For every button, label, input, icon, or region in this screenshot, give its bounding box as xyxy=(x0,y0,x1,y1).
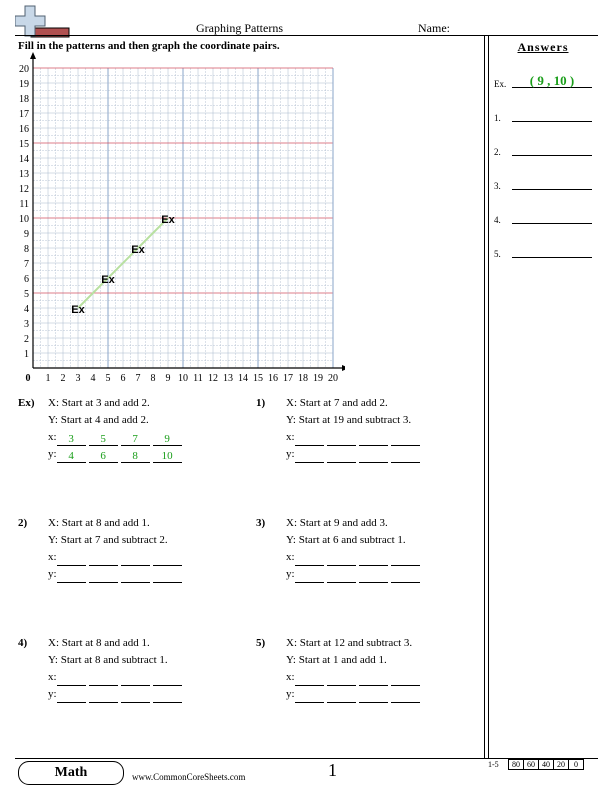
y-answer-blank[interactable] xyxy=(121,570,150,583)
y-answer-blank[interactable] xyxy=(295,690,324,703)
x-values-row xyxy=(48,549,248,566)
y-answer-blank[interactable]: 4 xyxy=(57,450,86,463)
y-answer-blank[interactable] xyxy=(327,690,356,703)
website: www.CommonCoreSheets.com xyxy=(132,772,246,782)
x-tick-label: 10 xyxy=(178,373,188,384)
y-answer-blank[interactable] xyxy=(391,570,420,583)
x-label: x: xyxy=(48,551,57,563)
x-tick-label: 16 xyxy=(268,373,278,384)
x-answer-blank[interactable] xyxy=(391,553,420,566)
point-label: Ex xyxy=(71,304,85,316)
y-tick-label: 11 xyxy=(19,199,29,210)
math-badge xyxy=(18,761,124,785)
x-label: x: xyxy=(286,551,295,563)
page-number: 1 xyxy=(328,760,337,780)
problem-number: 1) xyxy=(256,397,266,409)
problem-number: 5) xyxy=(256,637,266,649)
y-answer-blank[interactable] xyxy=(359,570,388,583)
score-box: 40 xyxy=(538,759,554,770)
y-label: y: xyxy=(48,568,57,580)
y-tick-label: 8 xyxy=(24,244,29,255)
y-values-row xyxy=(48,446,248,463)
x-values-row xyxy=(286,429,486,446)
x-answer-blank[interactable] xyxy=(57,553,86,566)
problem-number: 3) xyxy=(256,517,266,529)
x-answer-blank[interactable] xyxy=(121,673,150,686)
y-tick-label: 16 xyxy=(19,124,29,135)
y-tick-label: 15 xyxy=(19,139,29,150)
x-rule: X: Start at 3 and add 2. xyxy=(48,397,150,409)
x-answer-blank[interactable] xyxy=(295,433,324,446)
answer-label: 5. xyxy=(494,249,501,259)
y-answer-blank[interactable] xyxy=(327,450,356,463)
x-tick-label: 6 xyxy=(120,373,126,384)
x-tick-label: 13 xyxy=(223,373,233,384)
x-tick-label: 5 xyxy=(105,373,111,384)
x-answer-blank[interactable] xyxy=(121,553,150,566)
y-tick-label: 19 xyxy=(19,79,29,90)
x-answer-blank[interactable] xyxy=(359,673,388,686)
problem-number: 4) xyxy=(18,637,28,649)
score-box: 0 xyxy=(568,759,584,770)
answer-label: 4. xyxy=(494,215,501,225)
x-answer-blank[interactable] xyxy=(89,673,118,686)
answer-label: 1. xyxy=(494,113,501,123)
answer-line[interactable] xyxy=(512,141,592,156)
y-answer-blank[interactable] xyxy=(89,690,118,703)
y-values-row xyxy=(48,566,248,583)
x-rule: X: Start at 8 and add 1. xyxy=(48,517,150,529)
logo xyxy=(15,4,71,38)
y-tick-label: 2 xyxy=(24,334,29,345)
y-answer-blank[interactable] xyxy=(57,570,86,583)
answer-label: 2. xyxy=(494,147,501,157)
x-tick-label: 17 xyxy=(283,373,293,384)
x-answer-blank[interactable] xyxy=(153,553,182,566)
x-tick-label: 20 xyxy=(328,373,338,384)
y-rule: Y: Start at 4 and add 2. xyxy=(48,414,149,426)
answers-heading: Answers xyxy=(517,40,569,54)
y-answer-blank[interactable]: 10 xyxy=(153,450,182,463)
point-label: Ex xyxy=(131,244,145,256)
y-tick-label: 9 xyxy=(24,229,29,240)
x-tick-label: 0 xyxy=(25,373,31,384)
answer-divider-inner xyxy=(488,35,489,759)
x-answer-blank[interactable]: 7 xyxy=(121,433,150,446)
x-answer-blank[interactable] xyxy=(295,673,324,686)
coordinate-graph xyxy=(0,50,345,390)
y-answer-blank[interactable] xyxy=(295,570,324,583)
y-rule: Y: Start at 6 and subtract 1. xyxy=(286,534,406,546)
y-answer-blank[interactable] xyxy=(57,690,86,703)
y-tick-label: 4 xyxy=(24,304,29,315)
header-rule xyxy=(15,35,598,36)
x-label: x: xyxy=(48,671,57,683)
y-label: y: xyxy=(48,688,57,700)
page-title: Graphing Patterns xyxy=(196,21,283,35)
y-tick-label: 7 xyxy=(24,259,29,270)
y-answer-blank[interactable]: 8 xyxy=(121,450,150,463)
y-answer-blank[interactable] xyxy=(121,690,150,703)
answer-label: Ex. xyxy=(494,79,507,89)
x-rule: X: Start at 9 and add 3. xyxy=(286,517,388,529)
x-answer-blank[interactable] xyxy=(359,433,388,446)
x-tick-label: 18 xyxy=(298,373,308,384)
x-tick-label: 11 xyxy=(193,373,203,384)
x-answer-blank[interactable] xyxy=(327,673,356,686)
x-rule: X: Start at 7 and add 2. xyxy=(286,397,388,409)
x-rule: X: Start at 8 and add 1. xyxy=(48,637,150,649)
x-tick-label: 12 xyxy=(208,373,218,384)
y-answer-blank[interactable] xyxy=(89,570,118,583)
instructions: Fill in the patterns and then graph the coordinate pairs. xyxy=(18,40,280,52)
score-box: 80 xyxy=(508,759,524,770)
y-answer-blank[interactable] xyxy=(327,570,356,583)
y-answer-blank[interactable] xyxy=(391,450,420,463)
y-answer-blank[interactable] xyxy=(153,570,182,583)
y-label: y: xyxy=(286,688,295,700)
x-answer-blank[interactable] xyxy=(327,553,356,566)
x-answer-blank[interactable]: 5 xyxy=(89,433,118,446)
y-tick-label: 20 xyxy=(19,64,29,75)
plus-logo-icon xyxy=(15,4,71,38)
x-answer-blank[interactable] xyxy=(153,673,182,686)
y-rule: Y: Start at 19 and subtract 3. xyxy=(286,414,412,426)
x-answer-blank[interactable] xyxy=(89,553,118,566)
y-label: y: xyxy=(48,448,57,460)
answer-line[interactable] xyxy=(512,175,592,190)
x-label: x: xyxy=(286,431,295,443)
y-answer-blank[interactable] xyxy=(153,690,182,703)
x-tick-label: 15 xyxy=(253,373,263,384)
y-rule: Y: Start at 7 and subtract 2. xyxy=(48,534,168,546)
x-tick-label: 1 xyxy=(45,373,51,384)
y-values-row xyxy=(286,686,486,703)
y-answer-blank[interactable] xyxy=(295,450,324,463)
x-rule: X: Start at 12 and subtract 3. xyxy=(286,637,413,649)
x-answer-blank[interactable]: 9 xyxy=(153,433,182,446)
y-answer-blank[interactable]: 6 xyxy=(89,450,118,463)
x-answer-blank[interactable] xyxy=(391,673,420,686)
x-tick-label: 8 xyxy=(150,373,156,384)
answer-line[interactable] xyxy=(512,107,592,122)
y-label: y: xyxy=(286,448,295,460)
answer-line[interactable] xyxy=(512,243,592,258)
x-values-row xyxy=(48,669,248,686)
y-tick-label: 12 xyxy=(19,184,29,195)
y-tick-label: 18 xyxy=(19,94,29,105)
x-tick-label: 3 xyxy=(75,373,81,384)
point-label: Ex xyxy=(101,274,115,286)
x-answer-blank[interactable] xyxy=(57,673,86,686)
y-values-row xyxy=(48,686,248,703)
x-answer-blank[interactable] xyxy=(391,433,420,446)
y-values-row xyxy=(286,566,486,583)
x-answer-blank[interactable] xyxy=(359,553,388,566)
name-label: Name: xyxy=(418,21,450,35)
y-answer-blank[interactable] xyxy=(391,690,420,703)
x-answer-blank[interactable] xyxy=(327,433,356,446)
point-label: Ex xyxy=(161,214,175,226)
x-tick-label: 9 xyxy=(165,373,171,384)
y-tick-label: 3 xyxy=(24,319,29,330)
y-tick-label: 17 xyxy=(19,109,29,120)
y-rule: Y: Start at 8 and subtract 1. xyxy=(48,654,168,666)
x-label: x: xyxy=(48,431,57,443)
y-tick-label: 10 xyxy=(19,214,29,225)
y-answer-blank[interactable] xyxy=(359,690,388,703)
answer-label: 3. xyxy=(494,181,501,191)
y-tick-label: 14 xyxy=(19,154,29,165)
y-tick-label: 5 xyxy=(24,289,29,300)
problem-number: Ex) xyxy=(18,397,35,409)
x-values-row xyxy=(48,429,248,446)
x-answer-blank[interactable]: 3 xyxy=(57,433,86,446)
x-values-row xyxy=(286,669,486,686)
x-values-row xyxy=(286,549,486,566)
x-label: x: xyxy=(286,671,295,683)
score-box: 20 xyxy=(553,759,569,770)
y-rule: Y: Start at 1 and add 1. xyxy=(286,654,387,666)
score-range: 1-5 xyxy=(488,760,499,769)
y-tick-label: 1 xyxy=(24,349,29,360)
answer-line[interactable]: ( 9 , 10 ) xyxy=(512,73,592,88)
y-label: y: xyxy=(286,568,295,580)
x-tick-label: 2 xyxy=(60,373,66,384)
x-tick-label: 4 xyxy=(90,373,96,384)
answer-line[interactable] xyxy=(512,209,592,224)
y-axis-arrow-icon xyxy=(30,52,36,59)
x-tick-label: 19 xyxy=(313,373,323,384)
y-answer-blank[interactable] xyxy=(359,450,388,463)
score-box: 60 xyxy=(523,759,539,770)
x-axis-arrow-icon xyxy=(342,365,345,371)
problem-number: 2) xyxy=(18,517,28,529)
x-answer-blank[interactable] xyxy=(295,553,324,566)
x-tick-label: 7 xyxy=(135,373,141,384)
y-tick-label: 13 xyxy=(19,169,29,180)
math-badge-label: Math xyxy=(54,765,88,780)
x-tick-label: 14 xyxy=(238,373,248,384)
y-values-row xyxy=(286,446,486,463)
y-tick-label: 6 xyxy=(24,274,29,285)
